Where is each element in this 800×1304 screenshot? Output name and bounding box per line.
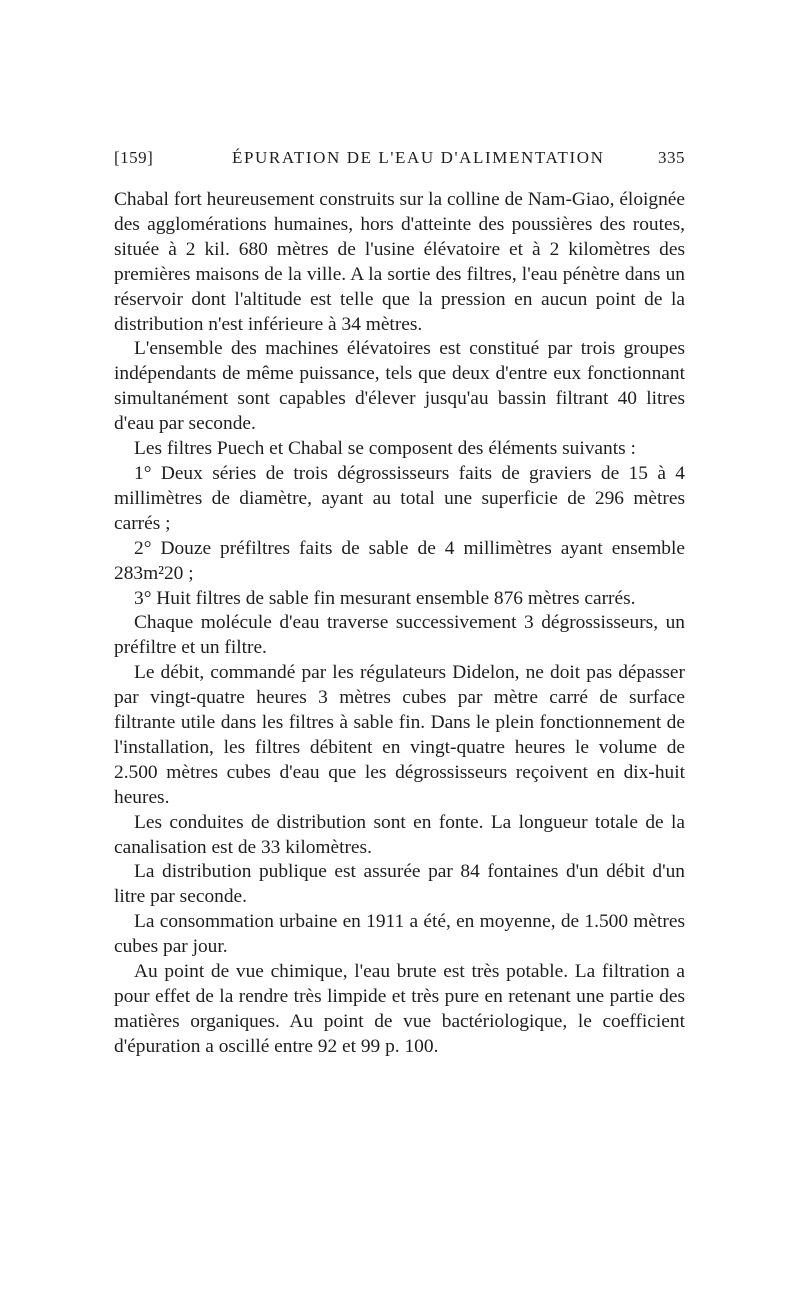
list-item-degrossisseurs: 1° Deux séries de trois dégrossisseurs faits de graviers de 15 à 4 millimètres de diamètre, ayant au total une superficie de 296 mètres carrés ; — [114, 462, 685, 534]
list-item-filtres-sable: 3° Huit filtres de sable fin mesurant ensemble 876 mètres carrés. — [134, 587, 636, 609]
section-folio: [159] — [114, 148, 154, 167]
running-head — [114, 148, 685, 178]
page-body — [114, 188, 685, 1060]
paragraph-distribution: La distribution publique est assurée par 84 fontaines d'un débit d'un litre par seconde. — [114, 861, 685, 908]
paragraph-molecule: Chaque molécule d'eau traverse successivement 3 dégrossisseurs, un préfiltre et un filtre. — [114, 612, 685, 659]
running-title: ÉPURATION DE L'EAU D'ALIMENTATION — [232, 148, 605, 167]
page-number: 335 — [658, 148, 685, 167]
paragraph-debit: Le débit, commandé par les régulateurs Didelon, ne doit pas dépasser par vingt-quatre heures 3 mètres cubes par mètre carré de surface filtrante utile dans les filtres à sable fin. Dans le plein fonctionnement de l'installation, les filtres débitent en vingt-quatre heures le volume de 2.500 mètres cubes d'eau que les dégrossisseurs reçoivent en dix-huit heures. — [114, 662, 685, 808]
list-item-prefiltres: 2° Douze préfiltres faits de sable de 4 millimètres ayant ensemble 283m²20 ; — [114, 537, 685, 584]
paragraph-continuation: Chabal fort heureusement construits sur la colline de Nam-Giao, éloignée des agglomérations humaines, hors d'atteinte des poussières des routes, située à 2 kil. 680 mètres de l'usine élévatoire et à 2 kilomètres des premières maisons de la ville. A la sortie des filtres, l'eau pénètre dans un réservoir dont l'altitude est telle que la pression en aucun point de la distribution n'est inférieure à 34 mètres. — [114, 189, 685, 335]
paragraph-chimique: Au point de vue chimique, l'eau brute est très potable. La filtration a pour effet de la rendre très limpide et très pure en retenant une partie des matières organiques. Au point de vue bactériologique, le coefficient d'épuration a oscillé entre 92 et 99 p. 100. — [114, 961, 685, 1057]
paragraph-machines: L'ensemble des machines élévatoires est constitué par trois groupes indépendants de même puissance, tels que deux d'entre eux fonctionnant simultanément sont capables d'élever jusqu'au bassin filtrant 40 litres d'eau par seconde. — [114, 338, 685, 435]
book-page — [114, 148, 685, 1060]
paragraph-consommation: La consommation urbaine en 1911 a été, en moyenne, de 1.500 mètres cubes par jour. — [114, 911, 685, 958]
paragraph-conduites: Les conduites de distribution sont en fonte. La longueur totale de la canalisation est de 33 kilomètres. — [114, 811, 685, 858]
paragraph-filters-intro: Les filtres Puech et Chabal se composent des éléments suivants : — [134, 438, 636, 460]
